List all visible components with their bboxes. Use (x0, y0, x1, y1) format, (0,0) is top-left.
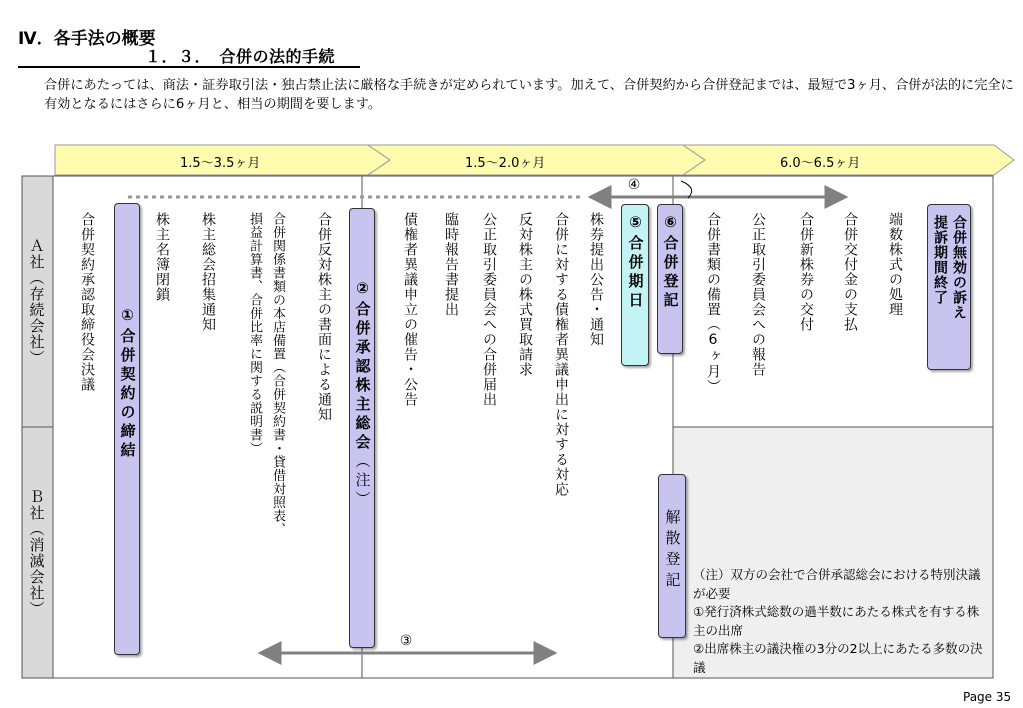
lane-label-b: Ｂ社（消滅会社） (27, 488, 46, 617)
milestone-2-number: ② (353, 279, 372, 301)
step-documents-keep: 合併書類の備置（6ヶ月） (705, 212, 721, 394)
step-creditor-objection-notice: 債権者異議申立の催告・公告 (402, 212, 418, 407)
milestone-2-label: 合併承認株主総会 (353, 301, 372, 453)
section-title: Ⅳ．各手法の概要 (18, 29, 156, 49)
step-extraordinary-report: 臨時報告書提出 (443, 212, 459, 317)
step-board-resolution: 合併契約承認取締役会決議 (79, 212, 95, 392)
step-meeting-notice: 株主総会招集通知 (200, 212, 216, 332)
note-line-3: ②出席株主の議決権の3分の2以上にあたる多数の決議 (693, 641, 983, 675)
step-creditor-response: 合併に対する債権者異議申出に対する対応 (553, 212, 569, 497)
step-documents-display-2: 損益計算書、合併比率に関する説明書） (247, 212, 262, 455)
section-subtitle: １．３． 合併の法的手続 (145, 47, 336, 66)
milestone-shareholder-meeting (349, 208, 375, 648)
milestone-dissolution-registration (658, 474, 686, 638)
step-fractional-shares: 端数株式の処理 (887, 212, 903, 317)
step-ftc-report: 公正取引委員会への報告 (750, 212, 766, 377)
bracket-arc (681, 181, 692, 198)
milestone-5-number: ⑤ (626, 213, 645, 235)
step-ftc-filing: 公正取引委員会への合併届出 (481, 212, 497, 407)
note-line-2: ①発行済株式総数の過半数にあたる株式を有する株主の出席 (693, 604, 980, 638)
milestone-6-number: ⑥ (661, 213, 680, 235)
dissolution-label: 解散登記 (663, 509, 682, 593)
milestone-6-label: 合併登記 (661, 235, 680, 311)
period-label-1: 1.5〜3.5ヶ月 (180, 156, 261, 171)
milestone-merger-registration (657, 204, 683, 354)
step-appraisal-request: 反対株主の株式買取請求 (517, 212, 533, 377)
note-line-1: （注）双方の会社で合併承認総会における特別決議が必要 (693, 567, 981, 601)
milestone-1-label: 合併契約の締結 (118, 328, 137, 461)
milestone-merger-date (621, 204, 649, 366)
milestone-lawsuit-period-end (927, 204, 971, 370)
intro-paragraph: 合併にあたっては、商法・証券取引法・独占禁止法に厳格な手続きが定められています。加えて、合併契約から合併登記までは、最短で3ヶ月、合併が法的に完全に有効となるにはさらに6ヶ月と、相当の期間を要します。 (44, 78, 1014, 112)
period-label-3: 6.0〜6.5ヶ月 (780, 156, 861, 171)
step-shareholder-register-close: 株主名簿閉鎖 (154, 212, 170, 302)
milestone-5-label: 合併期日 (626, 235, 645, 311)
step-documents-display-1: 合併関係書類の本店備置（合併契約書・貸借対照表、 (270, 212, 285, 536)
arrow-4-label: ④ (627, 177, 641, 193)
period-label-2: 1.5〜2.0ヶ月 (465, 156, 546, 171)
step-new-shares: 合併新株券の交付 (798, 212, 814, 332)
arrow-3-label: ③ (399, 633, 413, 649)
lane-label-a: Ａ社（存続会社） (27, 237, 46, 366)
page-number: Page 35 (963, 690, 1012, 704)
step-objecting-shareholder-notice: 合併反対株主の書面による通知 (316, 212, 332, 422)
end-label-1: 合併無効の訴え (951, 215, 967, 320)
resolution-note (693, 566, 983, 677)
end-label-2: 提訴期間終了 (932, 215, 948, 305)
milestone-1-number: ① (118, 306, 137, 328)
step-cash-payment: 合併交付金の支払 (842, 212, 858, 332)
milestone-merger-agreement (114, 203, 140, 655)
step-share-certificate-notice: 株券提出公告・通知 (588, 212, 604, 347)
milestone-2-note: （注） (353, 453, 372, 510)
